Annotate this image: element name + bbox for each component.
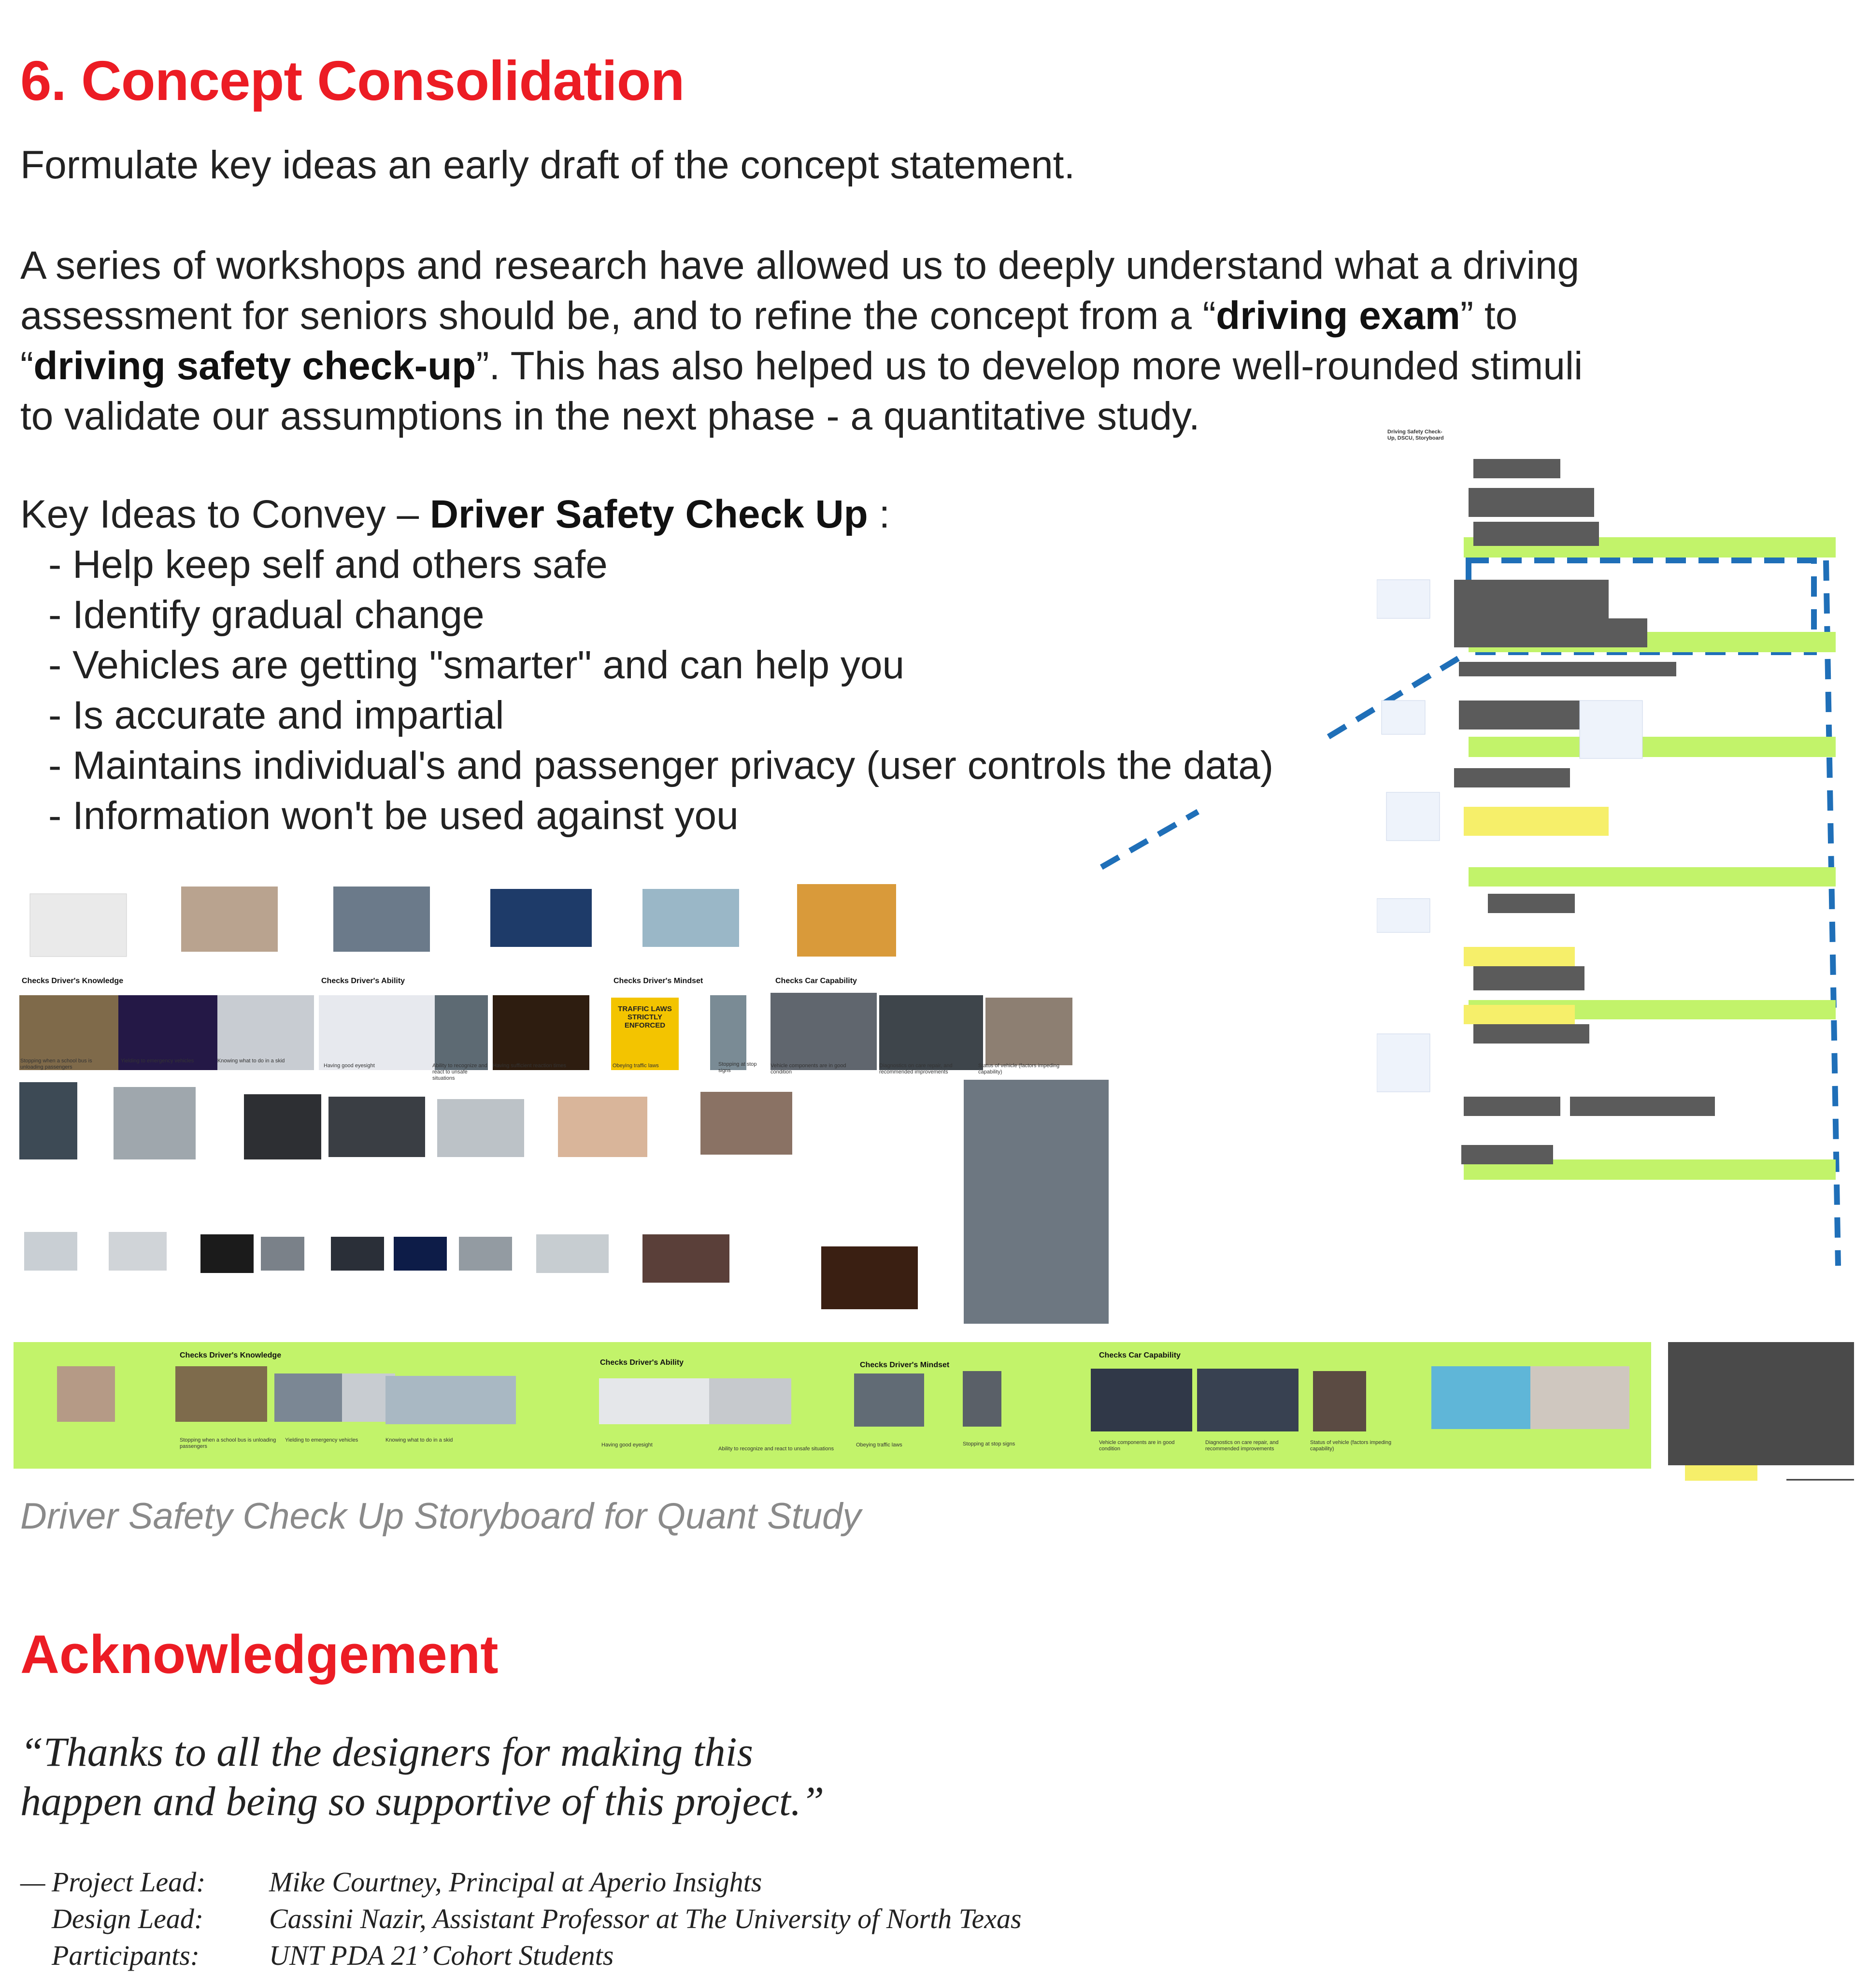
credit-row: — Project Lead: Mike Courtney, Principal at Aperio Insights [20,1864,1022,1901]
caption-components: Vehicle components are in good condition [771,1063,846,1075]
figure-caption: Driver Safety Check Up Storyboard for Quant Study [20,1496,861,1537]
strip-caption-traffic-laws: Obeying traffic laws [856,1442,902,1448]
strip-label-ability: Checks Driver's Ability [600,1359,684,1367]
caption-reaction: Having sufficient reaction times [493,1063,567,1069]
quote-line: happen and being so supportive of this project.” [20,1778,825,1824]
strip-caption-recognize: Ability to recognize and react to unsafe situations [718,1446,834,1452]
paragraph-line: to validate our assumptions in the next phase - a quantitative study. [20,394,1200,438]
list-item: - Maintains individual's and passenger privacy (user controls the data) [48,741,1273,791]
list-item: - Information won't be used against you [48,791,1273,841]
strip-label-mindset: Checks Driver's Mindset [860,1361,950,1369]
credit-name: Cassini Nazir, Assistant Professor at The University of North Texas [269,1903,1022,1934]
storyboard-detail [14,879,1164,1333]
paragraph-line: A series of workshops and research have allowed us to deeply understand what a driving [20,243,1580,287]
credits-list [20,1864,1022,1974]
credit-name: UNT PDA 21’ Cohort Students [269,1940,614,1971]
strip-label-knowledge: Checks Driver's Knowledge [180,1351,282,1359]
strip-caption-status: Status of vehicle (factors impeding capability) [1310,1440,1392,1452]
acknowledgement-quote [20,1727,824,1826]
strip-caption-emergency: Yielding to emergency vehicles [285,1437,358,1443]
list-item: - Is accurate and impartial [48,690,1273,741]
traffic-sign-text: TRAFFIC LAWS STRICTLY ENFORCED [618,1005,672,1030]
key-ideas-heading: Key Ideas to Convey – Driver Safety Check Up : [20,492,890,536]
paragraph-line: assessment for seniors should be, and to refine the concept from a “driving exam” to [20,294,1518,338]
caption-traffic-laws: Obeying traffic laws [613,1063,659,1069]
strip-caption-skid: Knowing what to do in a skid [385,1437,453,1443]
strip-images [14,1342,1854,1487]
label-car: Checks Car Capability [775,977,857,985]
bold-driving-safety-check-up: driving safety check-up [33,344,476,388]
caption-emergency: Yielding to emergency vehicles [121,1058,194,1064]
list-item: - Help keep self and others safe [48,540,1273,590]
overview-thumbnails [1377,449,1836,1203]
bold-driving-exam: driving exam [1215,294,1460,338]
caption-eyesight: Having good eyesight [324,1063,375,1069]
credit-name: Mike Courtney, Principal at Aperio Insights [269,1866,762,1898]
list-item: - Vehicles are getting "smarter" and can help you [48,640,1273,690]
caption-stop-signs: Stopping at stop signs [718,1061,757,1073]
caption-school-bus: Stopping when a school bus is unloading passengers [20,1058,92,1070]
caption-recognize: Ability to recognize and react to unsafe situations [432,1063,487,1081]
caption-skid: Knowing what to do in a skid [217,1058,285,1064]
credit-row [20,1901,1022,1937]
intro-text: Formulate key ideas an early draft of the concept statement. [20,143,1075,187]
caption-status: Status of vehicle (factors impeding capability) [978,1063,1060,1075]
credit-role: Design Lead: [52,1903,204,1934]
acknowledgement-title: Acknowledgement [20,1624,499,1685]
list-item: - Identify gradual change [48,590,1273,640]
paragraph-line: “driving safety check-up”. This has also helped us to develop more well-rounded stimuli [20,344,1583,388]
strip-caption-diagnostics: Diagnostics on care repair, and recommended improvements [1205,1440,1279,1452]
section-title: 6. Concept Consolidation [20,49,685,112]
overview-title: Driving Safety Check-Up, DSCU, Storyboard [1387,429,1444,441]
strip-label-car: Checks Car Capability [1099,1351,1181,1359]
credit-role: Project Lead: [52,1866,206,1898]
label-knowledge: Checks Driver's Knowledge [22,977,124,985]
quote-line: “Thanks to all the designers for making this [20,1729,753,1775]
strip-caption-school-bus: Stopping when a school bus is unloading passengers [180,1437,276,1449]
label-ability: Checks Driver's Ability [321,977,405,985]
strip-caption-stop-signs: Stopping at stop signs [963,1441,1015,1447]
credit-role: Participants: [52,1940,200,1971]
caption-diagnostics: Diagnostics on care repair, and recommended improvements [879,1063,953,1075]
credit-row [20,1937,1022,1974]
label-mindset: Checks Driver's Mindset [614,977,703,985]
strip-caption-eyesight: Having good eyesight [601,1442,653,1448]
strip-caption-components: Vehicle components are in good condition [1099,1440,1175,1452]
